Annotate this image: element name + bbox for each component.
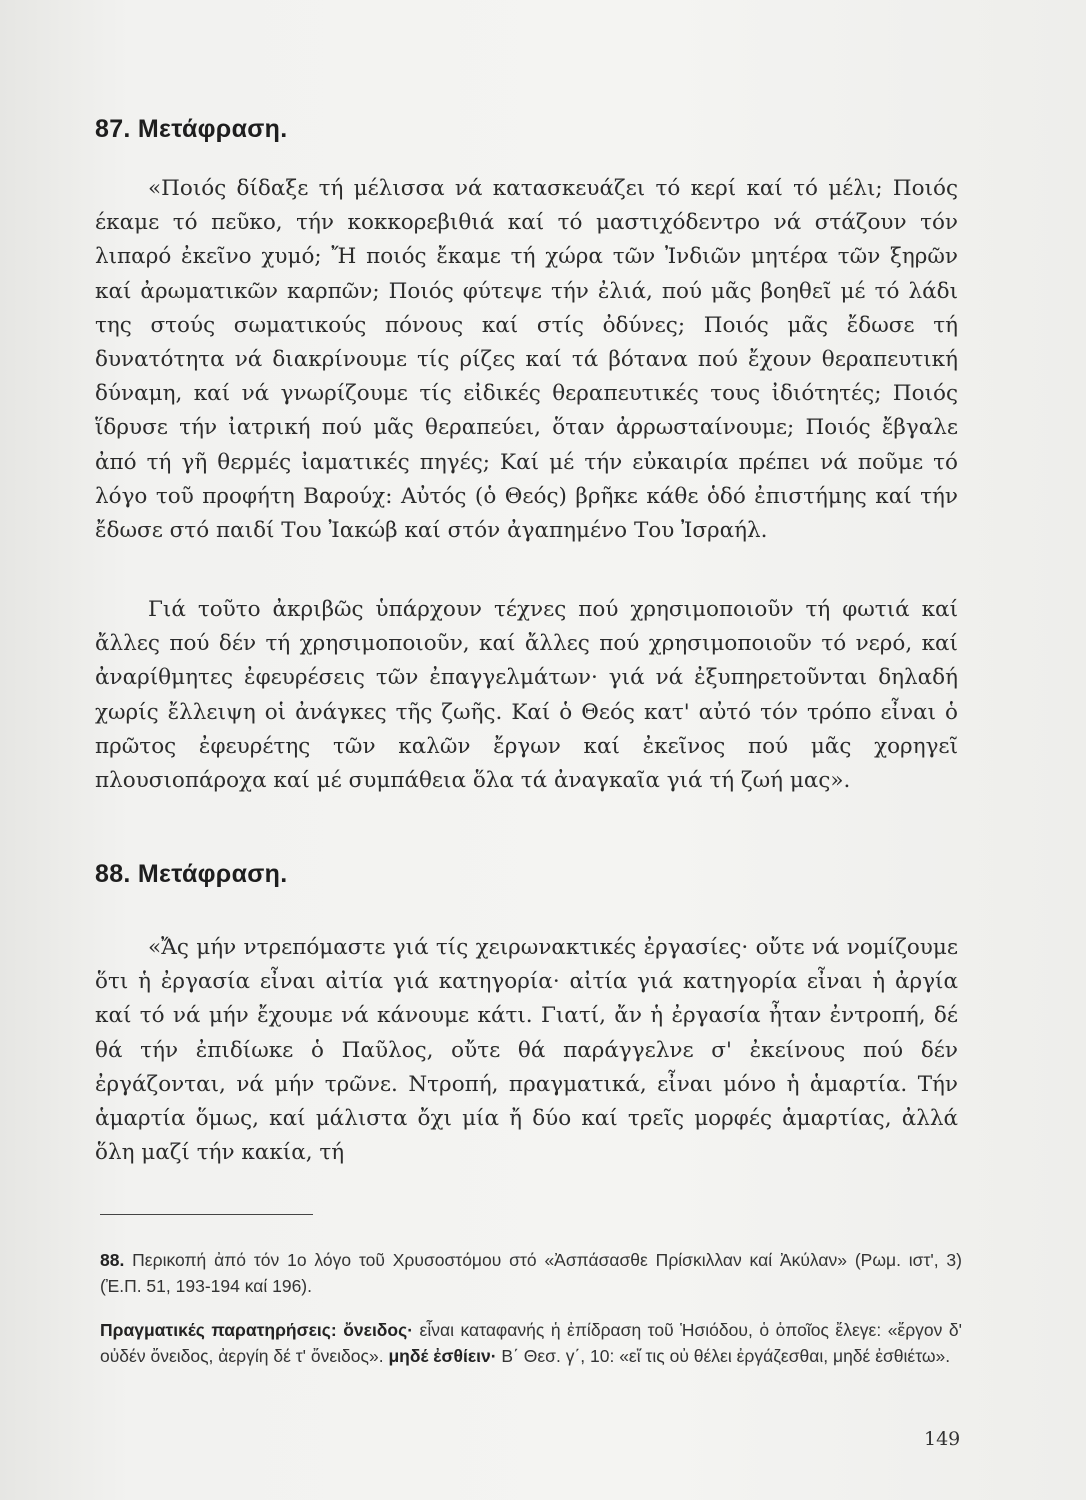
section-87-paragraph-2: Γιά τοῦτο ἀκριβῶς ὑπάρχουν τέχνες πού χρησιμοποιοῦν τή φωτιά καί ἄλλες πού δέν τή χρησιμοποιοῦν, καί ἄλλες πού χρησιμοποιοῦν τό νερό, καί ἀναρίθμητες ἐφευρέσεις τῶν ἐπαγγελμάτων· γιά νά ἐξυπηρετοῦνται δηλαδή χωρίς ἔλλειψη οἱ ἀνάγκες τῆς ζωῆς. Καί ὁ Θεός κατ' αὐτό τόν τρόπο εἶναι ὁ πρῶτος ἐφευρέτης τῶν καλῶν ἔργων καί ἐκεῖνος πού μᾶς χορηγεῖ πλουσιοπάροχα καί μέ συμπάθεια ὅλα τά ἀναγκαῖα γιά τή ζωή μας». [95, 597, 958, 794]
section-88-heading: 88. Μετάφραση. [95, 860, 288, 888]
section-87-paragraph-1: «Ποιός δίδαξε τή μέλισσα νά κατασκευάζει τό κερί καί τό μέλι; Ποιός έκαμε τό πεῦκο, τήν κοκκορεβιθιά καί τό μαστιχόδεντρο νά στάζουν τόν λιπαρό ἐκεῖνο χυμό; Ἤ ποιός ἔκαμε τή χώρα τῶν Ἰνδιῶν μητέρα τῶν ξηρῶν καί ἀρωματικῶν καρπῶν; Ποιός φύτεψε τήν ἐλιά, πού μᾶς βοηθεῖ μέ τό λάδι της στούς σωματικούς πόνους καί στίς ὀδύνες; Ποιός μᾶς ἔδωσε τή δυνατότητα νά διακρίνουμε τίς ρίζες καί τά βότανα πού ἔχουν θεραπευτική δύναμη, καί νά γνωρίζουμε τίς εἰδικές θεραπευτικές τους ἰδιότητές; Ποιός ἵδρυσε τήν ἰατρική πού μᾶς θεραπεύει, ὅταν ἀρρωσταίνουμε; Ποιός ἔβγαλε ἀπό τή γῆ θερμές ἰαματικές πηγές; Καί μέ τήν εὐκαιρία πρέπει νά ποῦμε τό λόγο τοῦ προφήτη Βαρούχ: Αὐτός (ὁ Θεός) βρῆκε κάθε ὁδό ἐπιστήμης καί τήν ἔδωσε στό παιδί Του Ἰακώβ καί στόν ἀγαπημένο Του Ἰσραήλ. [95, 176, 958, 544]
footnote-88 [100, 1248, 962, 1299]
remarks-text-2: Β΄ Θεσ. γ΄, 10: «εἴ τις οὐ θέλει ἐργάζεσθαι, μηδέ ἐσθιέτω». [496, 1345, 951, 1366]
footnote-divider [100, 1214, 313, 1215]
footnote-number: 88. [100, 1250, 125, 1270]
remarks-term-1: ὄνειδος· [343, 1320, 414, 1340]
footnote-text: Περικοπή ἀπό τόν 1ο λόγο τοῦ Χρυσοστόμου στό «Ἀσπάσασθε Πρίσκιλλαν καί Ἀκύλαν» (Ρωμ. ιστ', 3) (Ἐ.Π. 51, 193-194 καί 196). [100, 1250, 962, 1296]
remarks-label: Πραγματικές παρατηρήσεις: [100, 1320, 337, 1340]
section-88-paragraph-1: «Ἄς μήν ντρεπόμαστε γιά τίς χειρωνακτικές ἐργασίες· οὔτε νά νομίζουμε ὅτι ἡ ἐργασία εἶναι αἰτία γιά κατηγορία· αἰτία γιά κατηγορία εἶναι ἡ ἀργία καί τό νά μήν ἔχουμε νά κάνουμε κάτι. Γιατί, ἄν ἡ ἐργασία ἦταν ἐντροπή, δέ θά τήν ἐπιδίωκε ὁ Παῦλος, οὔτε θά παράγγελνε σ' ἐκείνους πού δέν ἐργάζονται, νά μήν τρῶνε. Ντροπή, πραγματικά, εἶναι μόνο ἡ ἁμαρτία. Τήν ἁμαρτία ὅμως, καί μάλιστα ὄχι μία ἤ δύο καί τρεῖς μορφές ἁμαρτίας, ἀλλά ὅλη μαζί τήν κακία, τή [95, 935, 958, 1166]
footnote-remarks [100, 1318, 962, 1369]
remarks-text-1: εἶναι καταφανής ἡ ἐπίδραση τοῦ Ἡσιόδου, ὁ ὁποῖος ἔλεγε: «ἔργον δ' οὐδέν ὄνειδος, ἀεργίη δέ τ' ὄνειδος». [100, 1320, 962, 1366]
page-number: 149 [924, 1428, 961, 1450]
section-87-heading: 87. Μετάφραση. [95, 115, 288, 143]
remarks-term-2: μηδέ ἐσθίειν· [388, 1345, 497, 1366]
